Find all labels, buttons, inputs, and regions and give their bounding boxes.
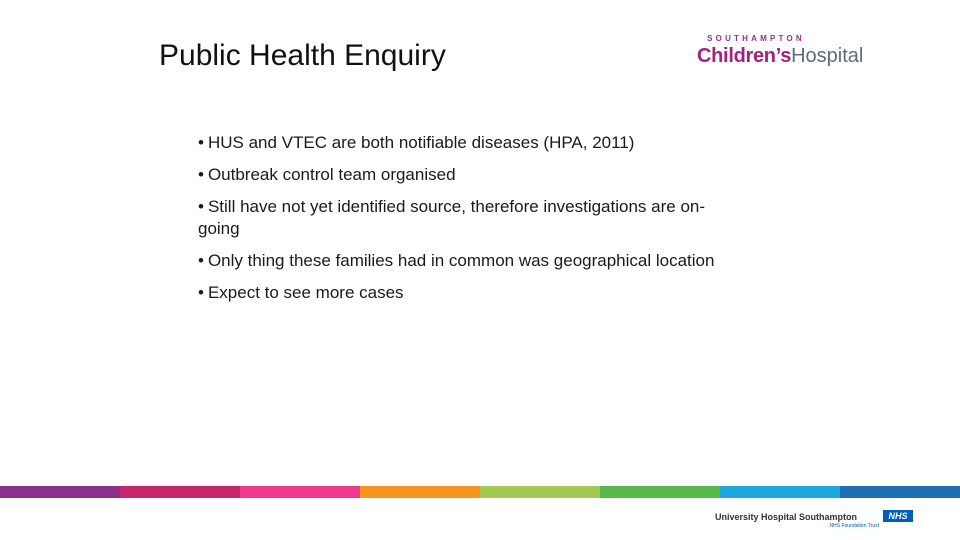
uhs-footer-logo (715, 510, 913, 532)
stripe-segment (840, 486, 960, 498)
bullet-text: Only thing these families had in common was geographical location (207, 251, 715, 270)
stripe-segment (240, 486, 360, 498)
logo-main-text (697, 45, 863, 67)
color-stripe (0, 486, 960, 498)
bullet-list (198, 132, 718, 314)
bullet-text: Still have not yet identified source, therefore investigations are on-going (198, 197, 706, 238)
bullet-text: HUS and VTEC are both notifiable diseases (HPA, 2011) (207, 133, 635, 152)
bullet-glyph: • (198, 165, 204, 184)
bullet-text: Outbreak control team organised (207, 165, 456, 184)
bullet-item (198, 164, 718, 186)
bullet-glyph: • (198, 133, 204, 152)
bullet-glyph: • (198, 251, 204, 270)
stripe-segment (120, 486, 240, 498)
footer-org-name: University Hospital Southampton (715, 512, 858, 522)
bullet-item (198, 250, 718, 272)
bullet-item (198, 282, 718, 304)
logo-childrens: Children’s (697, 45, 792, 67)
bullet-text: Expect to see more cases (207, 283, 404, 302)
stripe-segment (480, 486, 600, 498)
nhs-logo: NHS (883, 510, 913, 522)
stripe-segment (0, 486, 120, 498)
bullet-glyph: • (198, 197, 204, 216)
slide-title: Public Health Enquiry (159, 39, 446, 72)
bullet-item (198, 132, 718, 154)
bullet-item (198, 196, 718, 240)
stripe-segment (360, 486, 480, 498)
bullet-glyph: • (198, 283, 204, 302)
childrens-hospital-logo (697, 34, 915, 68)
stripe-segment (600, 486, 720, 498)
logo-top-text: SOUTHAMPTON (707, 34, 805, 43)
footer-trust-name: NHS Foundation Trust (829, 523, 879, 529)
stripe-segment (720, 486, 840, 498)
logo-hospital: Hospital (791, 45, 864, 67)
